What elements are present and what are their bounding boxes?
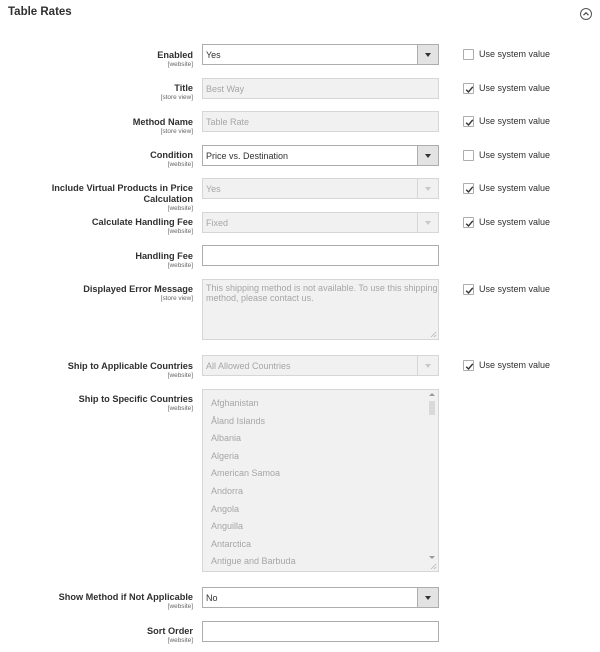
title-scope: [store view] xyxy=(160,94,193,101)
applicable-countries-value: All Allowed Countries xyxy=(206,361,291,371)
use-system-label: Use system value xyxy=(479,183,551,193)
use-system-label: Use system value xyxy=(479,49,551,59)
title-label: Title xyxy=(174,83,193,93)
enabled-use-system-checkbox[interactable] xyxy=(463,49,474,60)
specific-countries-scope: [website] xyxy=(167,405,193,412)
handling-fee-input[interactable] xyxy=(202,245,439,266)
use-system-label: Use system value xyxy=(479,284,551,294)
applicable-countries-label: Ship to Applicable Countries xyxy=(67,361,193,371)
method-name-value: Table Rate xyxy=(206,117,250,127)
country-option[interactable]: Åland Islands xyxy=(211,415,266,426)
enabled-select[interactable] xyxy=(202,44,439,65)
country-option[interactable]: Andorra xyxy=(211,485,244,496)
include-virtual-select[interactable] xyxy=(202,178,439,199)
country-option[interactable]: Antarctica xyxy=(211,538,252,549)
country-list xyxy=(211,395,426,571)
section-header xyxy=(0,0,600,28)
use-system-label: Use system value xyxy=(479,116,551,126)
country-option[interactable]: Angola xyxy=(211,503,240,514)
include-virtual-label: Include Virtual Products in Price Calculation xyxy=(51,183,193,204)
country-option[interactable]: Antigue and Barbuda xyxy=(211,556,296,567)
handling-fee-calc-select[interactable] xyxy=(202,212,439,233)
use-system-label: Use system value xyxy=(479,217,551,227)
chevron-down-icon[interactable] xyxy=(417,588,438,607)
use-system-label: Use system value xyxy=(479,83,551,93)
scroll-thumb[interactable] xyxy=(429,401,435,415)
handling-fee-label: Handling Fee xyxy=(135,251,193,261)
resize-grip-icon[interactable] xyxy=(429,330,437,338)
method-name-use-system-checkbox[interactable] xyxy=(463,116,474,127)
use-system-label: Use system value xyxy=(479,150,551,160)
show-method-value: No xyxy=(206,593,218,603)
show-method-scope: [website] xyxy=(167,603,193,610)
condition-select[interactable] xyxy=(202,145,439,166)
condition-scope: [website] xyxy=(167,161,193,168)
handling-fee-calc-scope: [website] xyxy=(167,228,193,235)
scroll-down-icon[interactable] xyxy=(429,556,435,559)
error-message-textarea[interactable] xyxy=(202,279,439,340)
section-title: Table Rates xyxy=(8,6,72,18)
scrollbar[interactable] xyxy=(429,393,436,563)
include-virtual-value: Yes xyxy=(206,184,221,194)
chevron-down-icon[interactable] xyxy=(417,45,438,64)
chevron-down-icon[interactable] xyxy=(417,356,438,375)
condition-use-system-checkbox[interactable] xyxy=(463,150,474,161)
use-system-label: Use system value xyxy=(479,360,551,370)
sort-order-scope: [website] xyxy=(167,637,193,644)
applicable-countries-use-system-checkbox[interactable] xyxy=(463,360,474,371)
title-value: Best Way xyxy=(206,84,245,94)
error-message-value: This shipping method is not available. To use this shipping method, please contact us. xyxy=(206,283,438,303)
specific-countries-label: Ship to Specific Countries xyxy=(78,394,193,404)
include-virtual-use-system-checkbox[interactable] xyxy=(463,183,474,194)
sort-order-input[interactable] xyxy=(202,621,439,642)
chevron-down-icon[interactable] xyxy=(417,213,438,232)
method-name-input[interactable] xyxy=(202,111,439,132)
show-method-label: Show Method if Not Applicable xyxy=(58,592,193,602)
title-use-system-checkbox[interactable] xyxy=(463,83,474,94)
include-virtual-scope: [website] xyxy=(167,205,193,212)
scroll-up-icon[interactable] xyxy=(429,393,435,396)
specific-countries-multiselect[interactable] xyxy=(202,389,439,572)
country-option[interactable]: American Samoa xyxy=(211,468,281,479)
condition-label: Condition xyxy=(150,150,193,160)
condition-value: Price vs. Destination xyxy=(206,151,289,161)
error-message-use-system-checkbox[interactable] xyxy=(463,284,474,295)
chevron-down-icon[interactable] xyxy=(417,146,438,165)
method-name-label: Method Name xyxy=(132,117,193,127)
applicable-countries-select[interactable] xyxy=(202,355,439,376)
method-name-scope: [store view] xyxy=(160,128,193,135)
handling-fee-scope: [website] xyxy=(167,262,193,269)
country-option[interactable]: Anguilla xyxy=(211,521,244,532)
handling-fee-calc-value: Fixed xyxy=(206,218,229,228)
enabled-value: Yes xyxy=(206,50,221,60)
show-method-select[interactable] xyxy=(202,587,439,608)
title-input[interactable] xyxy=(202,78,439,99)
sort-order-label: Sort Order xyxy=(147,626,193,636)
country-option[interactable]: Albania xyxy=(211,433,242,444)
country-option[interactable]: Algeria xyxy=(211,450,240,461)
resize-grip-icon[interactable] xyxy=(429,562,437,570)
error-message-label: Displayed Error Message xyxy=(83,284,193,294)
applicable-countries-scope: [website] xyxy=(167,372,193,379)
country-option[interactable]: Afghanistan xyxy=(211,398,259,408)
chevron-down-icon[interactable] xyxy=(417,179,438,198)
enabled-scope: [website] xyxy=(167,61,193,68)
collapse-icon[interactable] xyxy=(580,8,592,20)
enabled-label: Enabled xyxy=(157,50,193,60)
handling-fee-calc-label: Calculate Handling Fee xyxy=(91,217,193,227)
handling-fee-calc-use-system-checkbox[interactable] xyxy=(463,217,474,228)
error-message-scope: [store view] xyxy=(160,295,193,302)
